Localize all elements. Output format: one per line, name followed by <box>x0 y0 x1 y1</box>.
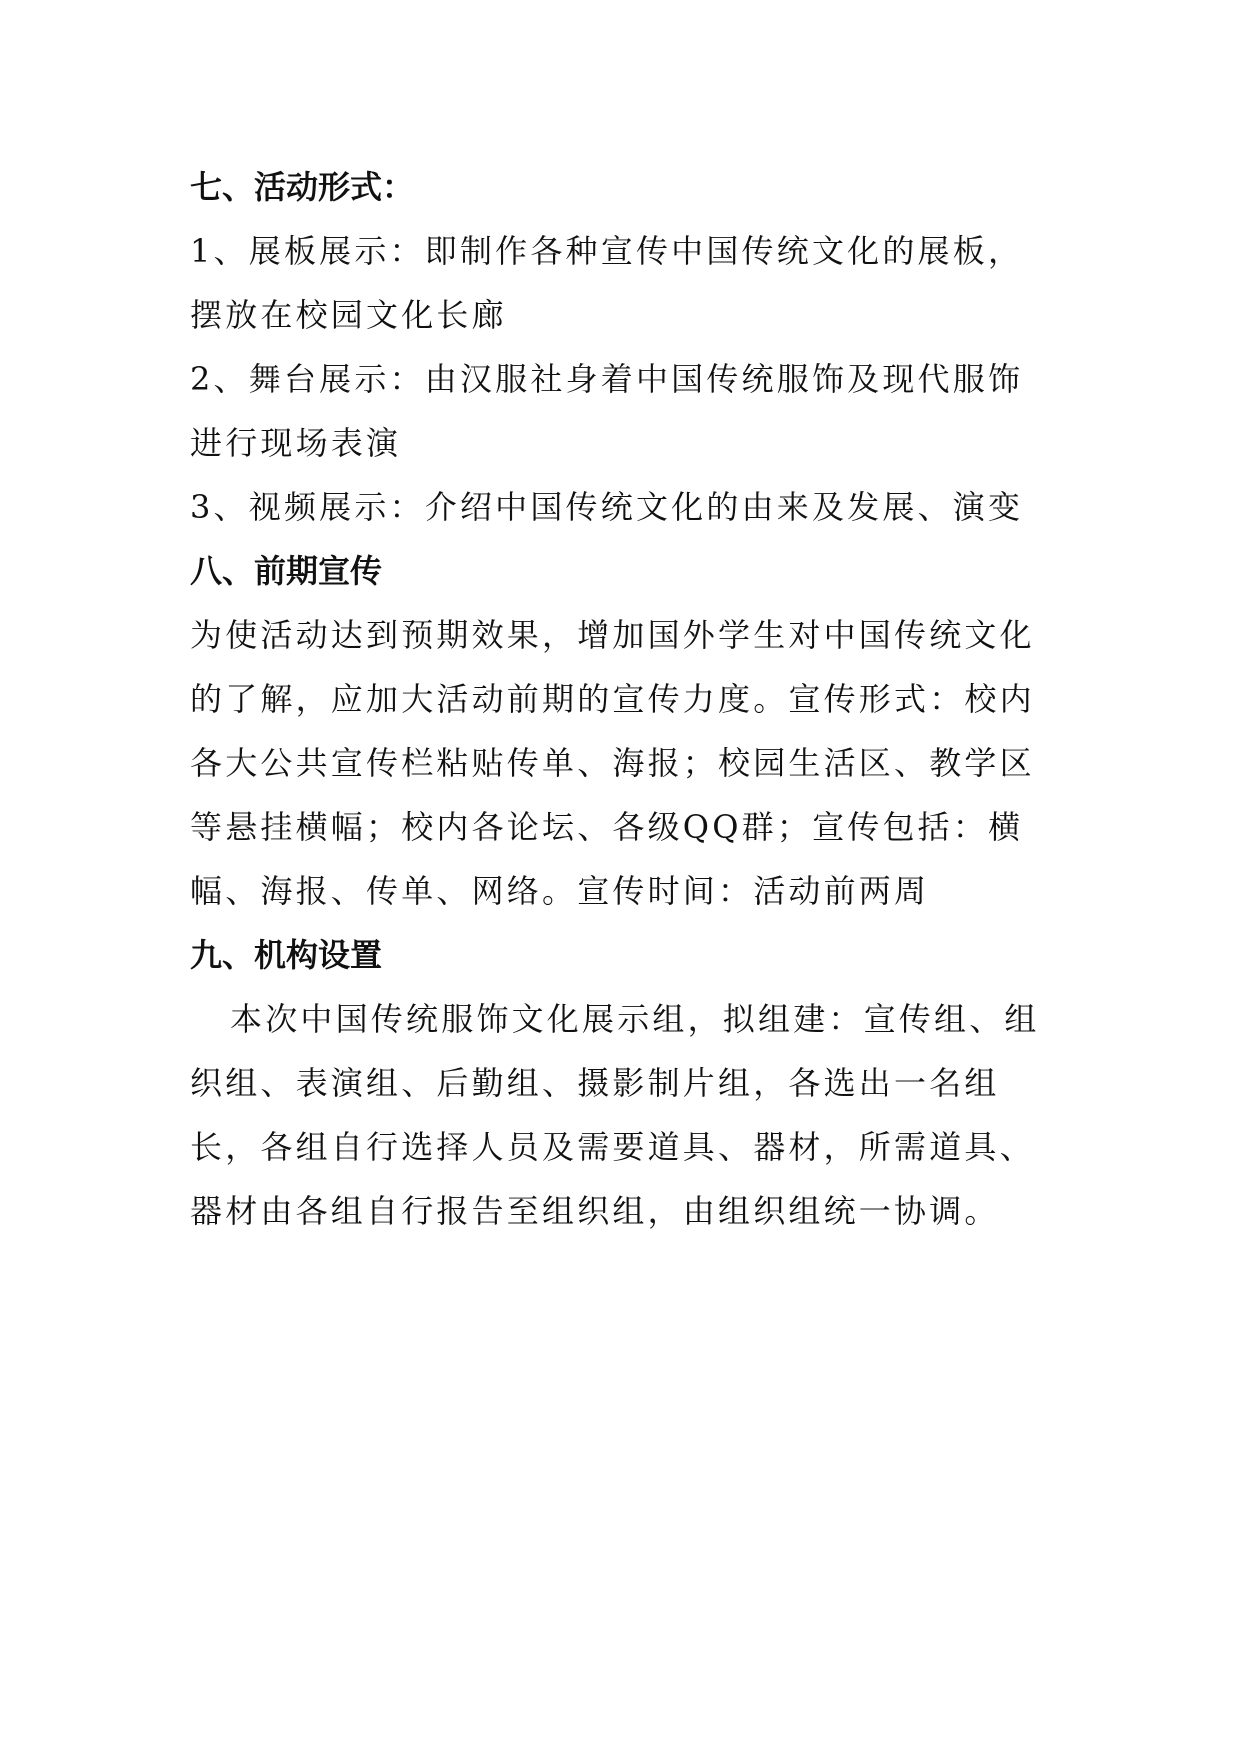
organization-paragraph: 本次中国传统服饰文化展示组，拟组建：宣传组、组织组、表演组、后勤组、摄影制片组，各选出一名组长，各组自行选择人员及需要道具、器材，所需道具、器材由各组自行报告至组织组，由组织组统一协调。 <box>190 1000 1040 1230</box>
list-item-board-display: 1、展板展示：即制作各种宣传中国传统文化的展板，摆放在校园文化长廊 <box>190 232 1024 334</box>
section-heading-activity-form: 七、活动形式： <box>190 168 415 206</box>
list-item-video-display: 3、视频展示：介绍中国传统文化的由来及发展、演变 <box>190 488 1024 526</box>
list-item-stage-display: 2、舞台展示：由汉服社身着中国传统服饰及现代服饰进行现场表演 <box>190 360 1024 462</box>
publicity-paragraph: 为使活动达到预期效果，增加国外学生对中国传统文化的了解，应加大活动前期的宣传力度。宣传形式：校内各大公共宣传栏粘贴传单、海报；校园生活区、教学区等悬挂横幅；校内各论坛、各级QQ群；宣传包括：横幅、海报、传单、网络。宣传时间：活动前两周 <box>190 616 1035 910</box>
section-heading-publicity: 八、前期宣传 <box>190 552 383 590</box>
section-heading-organization: 九、机构设置 <box>190 936 383 974</box>
document-page <box>190 155 1052 1243</box>
